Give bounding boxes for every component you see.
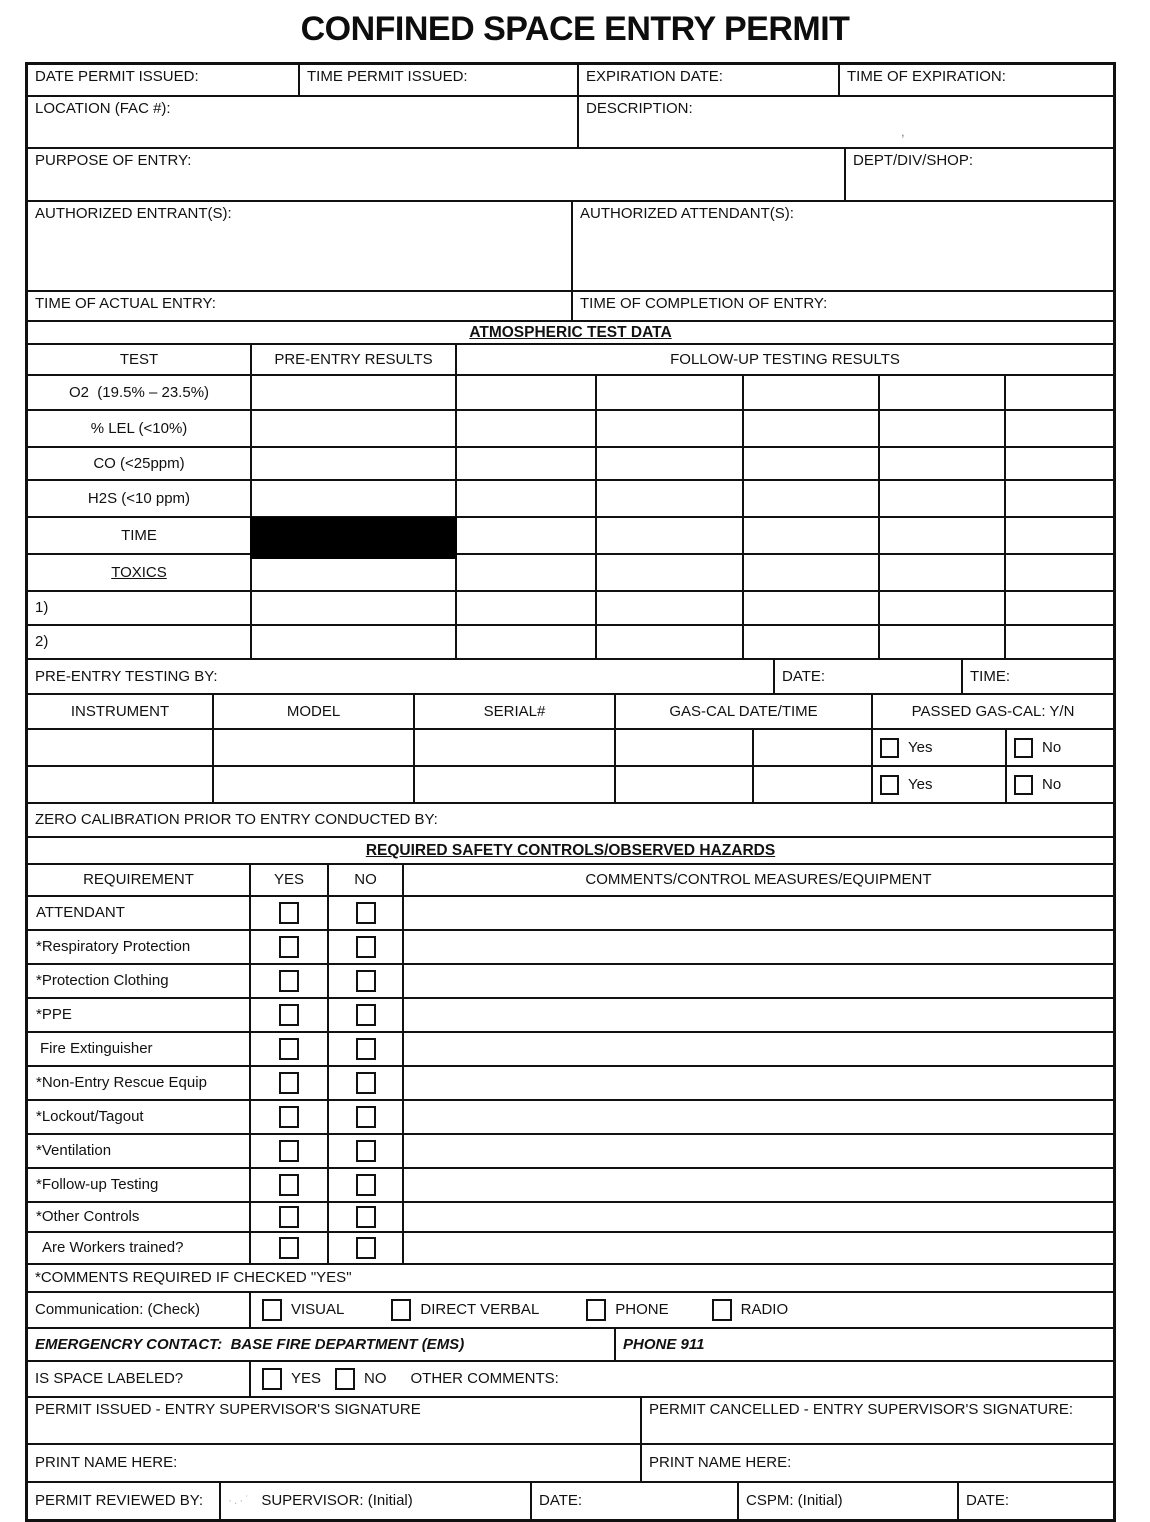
comments-column-header: COMMENTS/CONTROL MEASURES/EQUIPMENT	[402, 865, 1113, 895]
toxic-2-followup-cell	[742, 626, 878, 658]
test-row-h2s	[28, 479, 1113, 516]
requirement-label: *Protection Clothing	[36, 972, 169, 990]
authorized-attendants-label: AUTHORIZED ATTENDANT(S):	[580, 205, 794, 222]
comments-cell	[402, 1233, 1113, 1263]
passed-yes-cell	[871, 767, 1005, 802]
time-followup-cell	[455, 518, 595, 553]
serial-cell	[413, 767, 614, 802]
yes-checkbox[interactable]	[279, 1038, 299, 1060]
space-labeled-options-cell	[249, 1362, 1113, 1396]
date-permit-issued-field	[28, 65, 298, 95]
gas-cal-date-cell	[614, 767, 752, 802]
co-followup-cell	[742, 448, 878, 479]
page-title: CONFINED SPACE ENTRY PERMIT	[300, 10, 850, 48]
test-row-time	[28, 516, 1113, 553]
cspm-initial-label: CSPM: (Initial)	[746, 1492, 843, 1510]
space-labeled-label-cell	[28, 1362, 249, 1396]
requirement-row-other-controls	[28, 1201, 1113, 1231]
purpose-dept-row	[28, 147, 1113, 200]
follow-up-results-column-header: FOLLOW-UP TESTING RESULTS	[455, 345, 1113, 374]
signature-row	[28, 1396, 1113, 1443]
test-label-lel: % LEL (<10%)	[90, 419, 188, 437]
supervisor-initial-cell	[219, 1483, 530, 1519]
purpose-of-entry-label: PURPOSE OF ENTRY:	[35, 152, 192, 169]
no-column-header: NO	[327, 865, 402, 895]
h2s-pre-entry-cell	[250, 481, 455, 516]
comments-note-row	[28, 1263, 1113, 1291]
reviewed-date-2-label: DATE:	[966, 1492, 1010, 1510]
serial-cell	[413, 730, 614, 765]
lel-followup-cell	[878, 411, 1004, 446]
toxics-followup-cell	[742, 555, 878, 590]
co-followup-cell	[595, 448, 742, 479]
no-checkbox[interactable]	[356, 1072, 376, 1094]
no-checkbox[interactable]	[356, 902, 376, 924]
print-name-left-field	[28, 1445, 640, 1481]
gas-cal-time-cell	[752, 730, 871, 765]
reviewed-date-1-cell	[530, 1483, 737, 1519]
permit-issued-signature-label: PERMIT ISSUED - ENTRY SUPERVISOR'S SIGNATURE	[35, 1401, 421, 1418]
model-cell	[212, 767, 413, 802]
passed-no-label: No	[1042, 738, 1062, 756]
no-checkbox[interactable]	[356, 1106, 376, 1128]
communication-label: Communication: (Check)	[35, 1301, 201, 1319]
requirement-label: Fire Extinguisher	[40, 1040, 153, 1058]
requirement-row-lockout-tagout	[28, 1099, 1113, 1133]
redaction-box	[250, 517, 457, 559]
pre-entry-testing-by-field	[28, 660, 773, 693]
location-label: LOCATION (FAC #):	[35, 100, 171, 117]
no-checkbox[interactable]	[356, 1237, 376, 1259]
scan-smudge-mark: ·.·˙	[228, 1493, 252, 1508]
test-label-time: TIME	[121, 526, 157, 544]
toxic-1-followup-cell	[878, 592, 1004, 624]
zero-calibration-field	[28, 804, 1113, 836]
toxics-followup-cell	[595, 555, 742, 590]
instrument-column-header: INSTRUMENT	[70, 702, 170, 720]
pre-entry-time-label: TIME:	[970, 667, 1010, 685]
toxic-2-label: 2)	[35, 633, 49, 651]
instrument-cell	[28, 767, 212, 802]
requirement-label: *Non-Entry Rescue Equip	[36, 1074, 207, 1092]
yes-checkbox[interactable]	[279, 936, 299, 958]
comments-note-label: *COMMENTS REQUIRED IF CHECKED "YES"	[35, 1269, 352, 1287]
requirement-row-ppe	[28, 997, 1113, 1031]
requirement-label: *Lockout/Tagout	[36, 1108, 144, 1126]
supervisor-initial-label: SUPERVISOR: (Initial)	[261, 1492, 413, 1510]
instrument-header-row	[28, 693, 1113, 728]
toxics-followup-cell	[878, 555, 1004, 590]
test-row-toxics	[28, 553, 1113, 590]
time-completion-label: TIME OF COMPLETION OF ENTRY:	[580, 295, 828, 312]
yes-checkbox[interactable]	[279, 1140, 299, 1162]
test-label-h2s: H2S (<10 ppm)	[87, 489, 191, 507]
atmospheric-section-title: ATMOSPHERIC TEST DATA	[469, 323, 672, 341]
model-cell	[212, 730, 413, 765]
yes-checkbox[interactable]	[279, 1237, 299, 1259]
requirement-label: Are Workers trained?	[42, 1239, 184, 1257]
purpose-of-entry-field	[28, 149, 844, 200]
permit-reviewed-by-cell	[28, 1483, 219, 1519]
requirement-label: *Other Controls	[36, 1208, 140, 1226]
permit-cancelled-signature-field	[640, 1398, 1113, 1443]
radio-checkbox[interactable]	[712, 1299, 732, 1321]
lel-followup-cell	[1004, 411, 1113, 446]
h2s-followup-cell	[455, 481, 595, 516]
requirement-label: ATTENDANT	[36, 904, 125, 922]
authorized-entrants-label: AUTHORIZED ENTRANT(S):	[35, 205, 232, 222]
toxic-2-followup-cell	[878, 626, 1004, 658]
comments-cell	[402, 965, 1113, 997]
time-permit-issued-field	[298, 65, 577, 95]
o2-followup-cell	[595, 376, 742, 409]
print-name-right-label: PRINT NAME HERE:	[649, 1454, 792, 1472]
o2-pre-entry-cell	[250, 376, 455, 409]
o2-followup-cell	[878, 376, 1004, 409]
comments-cell	[402, 1033, 1113, 1065]
pre-entry-results-column-header: PRE-ENTRY RESULTS	[250, 345, 455, 374]
phone-checkbox[interactable]	[586, 1299, 606, 1321]
comments-cell	[402, 1067, 1113, 1099]
requirement-row-workers-trained	[28, 1231, 1113, 1263]
location-field	[28, 97, 577, 147]
expiration-date-field	[577, 65, 838, 95]
toxic-2-followup-cell	[455, 626, 595, 658]
comments-cell	[402, 999, 1113, 1031]
communication-options-cell	[249, 1293, 1113, 1327]
dept-div-shop-label: DEPT/DIV/SHOP:	[853, 152, 974, 169]
lel-followup-cell	[455, 411, 595, 446]
passed-yes-label: Yes	[908, 738, 933, 756]
test-row-co	[28, 446, 1113, 479]
passed-no-cell	[1005, 767, 1113, 802]
test-row-lel	[28, 409, 1113, 446]
time-actual-entry-field	[28, 292, 571, 320]
yes-checkbox[interactable]	[279, 902, 299, 924]
time-pre-entry-cell-redacted	[250, 518, 455, 553]
test-row-toxic-2	[28, 624, 1113, 658]
toxic-2-followup-cell	[1004, 626, 1113, 658]
lel-pre-entry-cell	[250, 411, 455, 446]
radio-label: RADIO	[740, 1301, 789, 1319]
expiration-date-label: EXPIRATION DATE:	[586, 68, 723, 85]
no-checkbox[interactable]	[356, 1140, 376, 1162]
toxic-1-pre-entry-cell	[250, 592, 455, 624]
safety-section-header	[28, 836, 1113, 863]
yes-checkbox[interactable]	[279, 1004, 299, 1026]
passed-no-checkbox[interactable]	[1014, 775, 1033, 795]
gas-cal-date-cell	[614, 730, 752, 765]
requirement-row-followup-testing	[28, 1167, 1113, 1201]
requirement-label: *Ventilation	[36, 1142, 112, 1160]
time-followup-cell	[595, 518, 742, 553]
comments-cell	[402, 1101, 1113, 1133]
test-row-toxic-1	[28, 590, 1113, 624]
zero-calibration-label: ZERO CALIBRATION PRIOR TO ENTRY CONDUCTED BY:	[35, 811, 438, 829]
toxic-2-followup-cell	[595, 626, 742, 658]
o2-followup-cell	[1004, 376, 1113, 409]
comments-cell	[402, 897, 1113, 929]
permit-cancelled-signature-label: PERMIT CANCELLED - ENTRY SUPERVISOR'S SIGNATURE:	[649, 1401, 1074, 1418]
instrument-cell	[28, 730, 212, 765]
passed-yes-checkbox[interactable]	[880, 738, 899, 758]
toxics-followup-cell	[455, 555, 595, 590]
permit-dates-row	[28, 65, 1113, 95]
toxic-1-followup-cell	[742, 592, 878, 624]
requirement-label: *Follow-up Testing	[36, 1176, 159, 1194]
passed-no-checkbox[interactable]	[1014, 738, 1033, 758]
dept-div-shop-field	[844, 149, 1113, 200]
yes-column-header: YES	[249, 865, 327, 895]
o2-followup-cell	[455, 376, 595, 409]
space-labeled-yes-label: YES	[291, 1370, 322, 1388]
passed-yes-label: Yes	[908, 775, 933, 793]
toxic-2-pre-entry-cell	[250, 626, 455, 658]
time-followup-cell	[742, 518, 878, 553]
other-comments-label: OTHER COMMENTS:	[410, 1370, 559, 1388]
time-actual-entry-label: TIME OF ACTUAL ENTRY:	[35, 295, 216, 312]
test-column-header: TEST	[119, 350, 159, 368]
direct-verbal-label: DIRECT VERBAL	[420, 1301, 540, 1319]
serial-column-header: SERIAL#	[413, 695, 614, 728]
test-label-co: CO (<25ppm)	[93, 454, 185, 472]
h2s-followup-cell	[878, 481, 1004, 516]
gas-cal-column-header: GAS-CAL DATE/TIME	[614, 695, 871, 728]
toxic-1-label: 1)	[35, 599, 49, 617]
time-permit-issued-label: TIME PERMIT ISSUED:	[307, 68, 468, 85]
h2s-followup-cell	[595, 481, 742, 516]
visual-label: VISUAL	[291, 1301, 345, 1319]
toxics-pre-entry-cell	[250, 555, 455, 590]
description-label: DESCRIPTION:	[586, 100, 693, 117]
requirement-header-row	[28, 863, 1113, 895]
emergency-phone-label: PHONE 911	[623, 1335, 705, 1353]
passed-yes-checkbox[interactable]	[880, 775, 899, 795]
emergency-phone-cell	[614, 1329, 1113, 1360]
requirement-column-header: REQUIREMENT	[83, 871, 194, 889]
space-labeled-label: IS SPACE LABELED?	[35, 1370, 184, 1388]
atmospheric-section-header	[28, 320, 1113, 343]
visual-checkbox[interactable]	[262, 1299, 282, 1321]
toxic-1-followup-cell	[455, 592, 595, 624]
toxic-1-followup-cell	[595, 592, 742, 624]
permit-issued-signature-field	[28, 1398, 640, 1443]
model-column-header: MODEL	[212, 695, 413, 728]
toxic-1-followup-cell	[1004, 592, 1113, 624]
print-name-right-field	[640, 1445, 1113, 1481]
space-labeled-yes-checkbox[interactable]	[262, 1368, 282, 1390]
co-followup-cell	[455, 448, 595, 479]
authorized-attendants-field	[571, 202, 1113, 290]
passed-yes-cell	[871, 730, 1005, 765]
passed-gas-cal-column-header: PASSED GAS-CAL: Y/N	[871, 695, 1113, 728]
comments-cell	[402, 931, 1113, 963]
emergency-contact-label: EMERGENCRY CONTACT: BASE FIRE DEPARTMENT (EMS)	[35, 1335, 465, 1353]
permit-reviewed-by-label: PERMIT REVIEWED BY:	[35, 1492, 204, 1510]
no-checkbox[interactable]	[356, 1206, 376, 1228]
comments-cell	[402, 1169, 1113, 1201]
co-followup-cell	[878, 448, 1004, 479]
time-followup-cell	[1004, 518, 1113, 553]
gas-cal-time-cell	[752, 767, 871, 802]
space-labeled-no-checkbox[interactable]	[335, 1368, 355, 1390]
confined-space-entry-permit-form	[25, 62, 1116, 1522]
zero-calibration-row	[28, 802, 1113, 836]
pre-entry-testing-row	[28, 658, 1113, 693]
pre-entry-date-field	[773, 660, 961, 693]
scan-artifact-mark: ,	[901, 124, 905, 139]
requirement-row-non-entry-rescue	[28, 1065, 1113, 1099]
no-checkbox[interactable]	[356, 970, 376, 992]
location-description-row	[28, 95, 1113, 147]
co-followup-cell	[1004, 448, 1113, 479]
test-table-header-row	[28, 343, 1113, 374]
emergency-contact-row	[28, 1327, 1113, 1360]
authorized-persons-row	[28, 200, 1113, 290]
test-label-o2: O2 (19.5% – 23.5%)	[68, 383, 210, 401]
h2s-followup-cell	[742, 481, 878, 516]
entry-times-row	[28, 290, 1113, 320]
cspm-initial-cell	[737, 1483, 957, 1519]
pre-entry-date-label: DATE:	[782, 667, 826, 685]
comments-cell	[402, 1135, 1113, 1167]
date-permit-issued-label: DATE PERMIT ISSUED:	[35, 68, 199, 85]
reviewed-date-2-cell	[957, 1483, 1113, 1519]
emergency-contact-cell	[28, 1329, 614, 1360]
no-checkbox[interactable]	[356, 936, 376, 958]
communication-label-cell	[28, 1293, 249, 1327]
description-field	[577, 97, 1113, 147]
passed-no-label: No	[1042, 775, 1062, 793]
instrument-row-1	[28, 728, 1113, 765]
space-labeled-no-label: NO	[364, 1370, 387, 1388]
direct-verbal-checkbox[interactable]	[391, 1299, 411, 1321]
phone-label: PHONE	[615, 1301, 669, 1319]
yes-checkbox[interactable]	[279, 1106, 299, 1128]
no-checkbox[interactable]	[356, 1038, 376, 1060]
print-name-row	[28, 1443, 1113, 1481]
pre-entry-time-field	[961, 660, 1113, 693]
lel-followup-cell	[595, 411, 742, 446]
space-labeled-row	[28, 1360, 1113, 1396]
yes-checkbox[interactable]	[279, 1174, 299, 1196]
yes-checkbox[interactable]	[279, 970, 299, 992]
print-name-left-label: PRINT NAME HERE:	[35, 1454, 178, 1472]
safety-section-title: REQUIRED SAFETY CONTROLS/OBSERVED HAZARDS	[365, 841, 776, 859]
pre-entry-testing-by-label: PRE-ENTRY TESTING BY:	[35, 667, 218, 685]
no-checkbox[interactable]	[356, 1174, 376, 1196]
requirement-label: *Respiratory Protection	[36, 938, 191, 956]
o2-followup-cell	[742, 376, 878, 409]
time-followup-cell	[878, 518, 1004, 553]
reviewed-date-1-label: DATE:	[539, 1492, 583, 1510]
test-row-o2	[28, 374, 1113, 409]
requirement-row-ventilation	[28, 1133, 1113, 1167]
co-pre-entry-cell	[250, 448, 455, 479]
lel-followup-cell	[742, 411, 878, 446]
yes-checkbox[interactable]	[279, 1206, 299, 1228]
communication-row	[28, 1291, 1113, 1327]
instrument-row-2	[28, 765, 1113, 802]
test-label-toxics: TOXICS	[111, 563, 167, 581]
passed-no-cell	[1005, 730, 1113, 765]
h2s-followup-cell	[1004, 481, 1113, 516]
toxics-followup-cell	[1004, 555, 1113, 590]
requirement-row-attendant	[28, 895, 1113, 929]
permit-reviewed-row	[28, 1481, 1113, 1519]
time-of-expiration-field	[838, 65, 1113, 95]
requirement-row-protection-clothing	[28, 963, 1113, 997]
time-completion-field	[571, 292, 1113, 320]
time-of-expiration-label: TIME OF EXPIRATION:	[847, 68, 1006, 85]
comments-cell	[402, 1203, 1113, 1231]
requirement-label: *PPE	[36, 1006, 72, 1024]
yes-checkbox[interactable]	[279, 1072, 299, 1094]
authorized-entrants-field	[28, 202, 571, 290]
no-checkbox[interactable]	[356, 1004, 376, 1026]
requirement-row-respiratory	[28, 929, 1113, 963]
requirement-row-fire-extinguisher	[28, 1031, 1113, 1065]
